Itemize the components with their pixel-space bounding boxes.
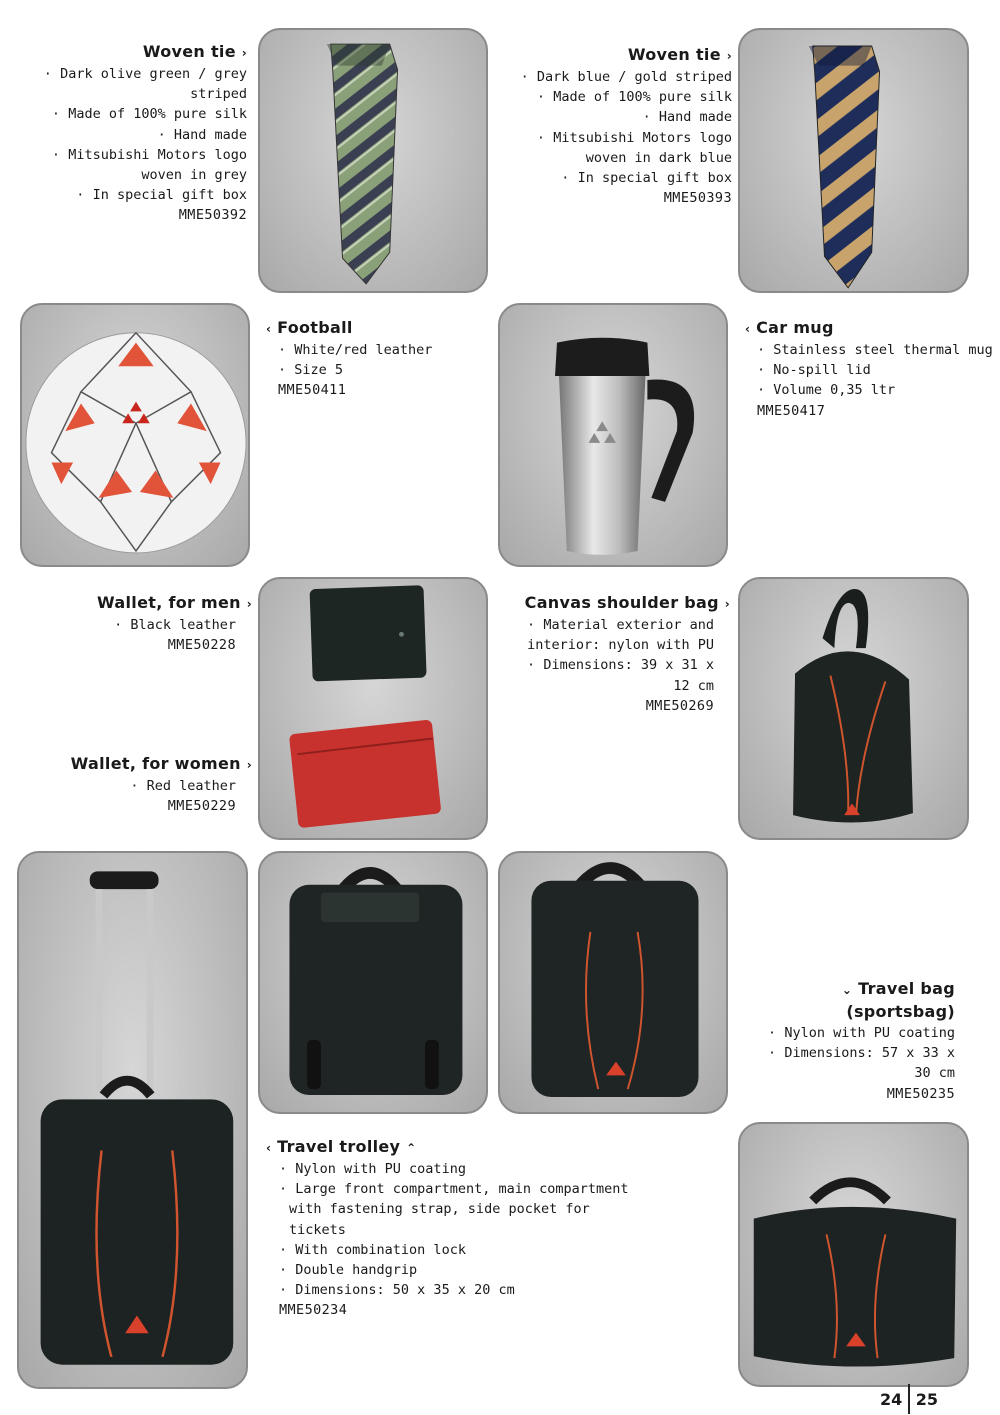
chevron-right-icon: ›: [246, 758, 252, 772]
tie-olive-title: Woven tie: [142, 42, 236, 61]
trolley-bullet: · With combination lock: [279, 1240, 646, 1260]
tie-blue-bullet: · Hand made: [502, 107, 732, 127]
chevron-right-icon: ›: [246, 597, 252, 611]
tie-olive-bullet: · Mitsubishi Motors logo woven in grey: [27, 145, 247, 185]
travel-bag-photo: [738, 1122, 969, 1387]
tie-olive-bullet: · Hand made: [27, 125, 247, 145]
chevron-right-icon: ›: [724, 597, 730, 611]
travel-bag-title-line2: (sportsbag): [846, 1002, 955, 1021]
wallet-men-bullet: · Black leather: [52, 615, 236, 635]
wallet-women-title: Wallet, for women: [70, 754, 241, 773]
wallet-men-code: MME50228: [167, 637, 236, 654]
olive-tie-image: [260, 30, 486, 291]
tie-blue-title: Woven tie: [627, 45, 721, 64]
tie-blue-bullet: · In special gift box: [502, 168, 732, 188]
car-mug-photo: [498, 303, 728, 567]
trolley-bullet: · Nylon with PU coating: [279, 1159, 646, 1179]
tie-blue-photo: [738, 28, 969, 293]
trolley-title: Travel trolley: [277, 1137, 401, 1156]
chevron-down-icon: ⌄: [841, 983, 853, 997]
trolley-code: MME50234: [279, 1302, 348, 1319]
tie-olive-bullet: · In special gift box: [27, 185, 247, 205]
travel-bag-title-line1: Travel bag: [858, 979, 955, 998]
tie-olive-bullet: · Dark olive green / grey striped: [27, 64, 247, 104]
travel-bag-desc: [755, 978, 955, 1104]
wallet-women-desc: [52, 753, 252, 816]
shoulder-bag-bullet: · Material exterior and interior: nylon with PU: [510, 615, 714, 655]
car-mug-code: MME50417: [757, 402, 826, 419]
shoulder-bag-desc: [510, 592, 730, 716]
chevron-left-icon: ‹: [266, 1141, 272, 1155]
chevron-up-icon: ⌃: [406, 1141, 417, 1155]
chevron-right-icon: ›: [241, 46, 247, 60]
wallets-image: [260, 579, 486, 838]
travel-bag-bullet: · Nylon with PU coating: [755, 1023, 955, 1043]
wallet-women-bullet: · Red leather: [52, 776, 236, 796]
page-number-right: 25: [915, 1389, 939, 1409]
wallet-women-code: MME50229: [167, 798, 236, 815]
mug-image: [500, 305, 726, 565]
wallets-photo: [258, 577, 488, 840]
football-image: [22, 305, 248, 565]
page-number-left: 24: [880, 1389, 903, 1409]
car-mug-bullet: · Stainless steel thermal mug: [757, 340, 995, 360]
trolley-extended-image: [19, 853, 246, 1387]
wallet-men-title: Wallet, for men: [97, 593, 241, 612]
wallet-men-desc: [52, 592, 252, 655]
football-desc: [266, 317, 466, 401]
shoulder-bag-bullet: · Dimensions: 39 x 31 x 12 cm: [510, 655, 714, 695]
travel-bag-code: MME50235: [886, 1085, 955, 1102]
car-mug-bullet: · No-spill lid: [757, 360, 995, 380]
chevron-right-icon: ›: [726, 49, 732, 63]
page-numbers: [880, 1384, 938, 1414]
travel-bag-image: [740, 1124, 967, 1385]
trolley-bullet: · Large front compartment, main compartment with fastening strap, side pocket for tickets: [279, 1179, 649, 1240]
trolley-back-image: [260, 853, 486, 1112]
shoulder-bag-photo: [738, 577, 969, 840]
shoulder-bag-code: MME50269: [645, 697, 714, 714]
trolley-bullet: · Dimensions: 50 x 35 x 20 cm: [279, 1280, 646, 1300]
trolley-desc: [266, 1136, 646, 1321]
tie-olive-desc: [27, 41, 247, 226]
tie-olive-photo: [258, 28, 488, 293]
tie-blue-bullet: · Mitsubishi Motors logo woven in dark blue: [502, 128, 732, 168]
page-separator: [908, 1384, 910, 1414]
tie-blue-bullet: · Dark blue / gold striped: [502, 67, 732, 87]
tie-blue-desc: [502, 44, 732, 208]
trolley-front-photo: [498, 851, 728, 1114]
travel-bag-bullet: · Dimensions: 57 x 33 x 30 cm: [755, 1043, 955, 1083]
shoulder-bag-title: Canvas shoulder bag: [524, 593, 719, 612]
football-photo: [20, 303, 250, 567]
football-bullet: · White/red leather: [278, 340, 466, 360]
chevron-left-icon: ‹: [745, 322, 751, 336]
car-mug-bullet: · Volume 0,35 ltr: [757, 380, 995, 400]
tie-olive-code: MME50392: [178, 207, 247, 224]
trolley-main-photo: [17, 851, 248, 1389]
tie-blue-code: MME50393: [663, 190, 732, 207]
trolley-back-photo: [258, 851, 488, 1114]
trolley-bullet: · Double handgrip: [279, 1260, 646, 1280]
car-mug-desc: [745, 317, 995, 421]
tie-blue-bullet: · Made of 100% pure silk: [502, 87, 732, 107]
blue-tie-image: [740, 30, 967, 291]
football-title: Football: [277, 318, 353, 337]
football-code: MME50411: [278, 382, 347, 399]
chevron-left-icon: ‹: [266, 322, 272, 336]
trolley-front-image: [500, 853, 726, 1112]
car-mug-title: Car mug: [756, 318, 834, 337]
tie-olive-bullet: · Made of 100% pure silk: [27, 104, 247, 124]
shoulder-bag-image: [740, 579, 967, 838]
football-bullet: · Size 5: [278, 360, 466, 380]
